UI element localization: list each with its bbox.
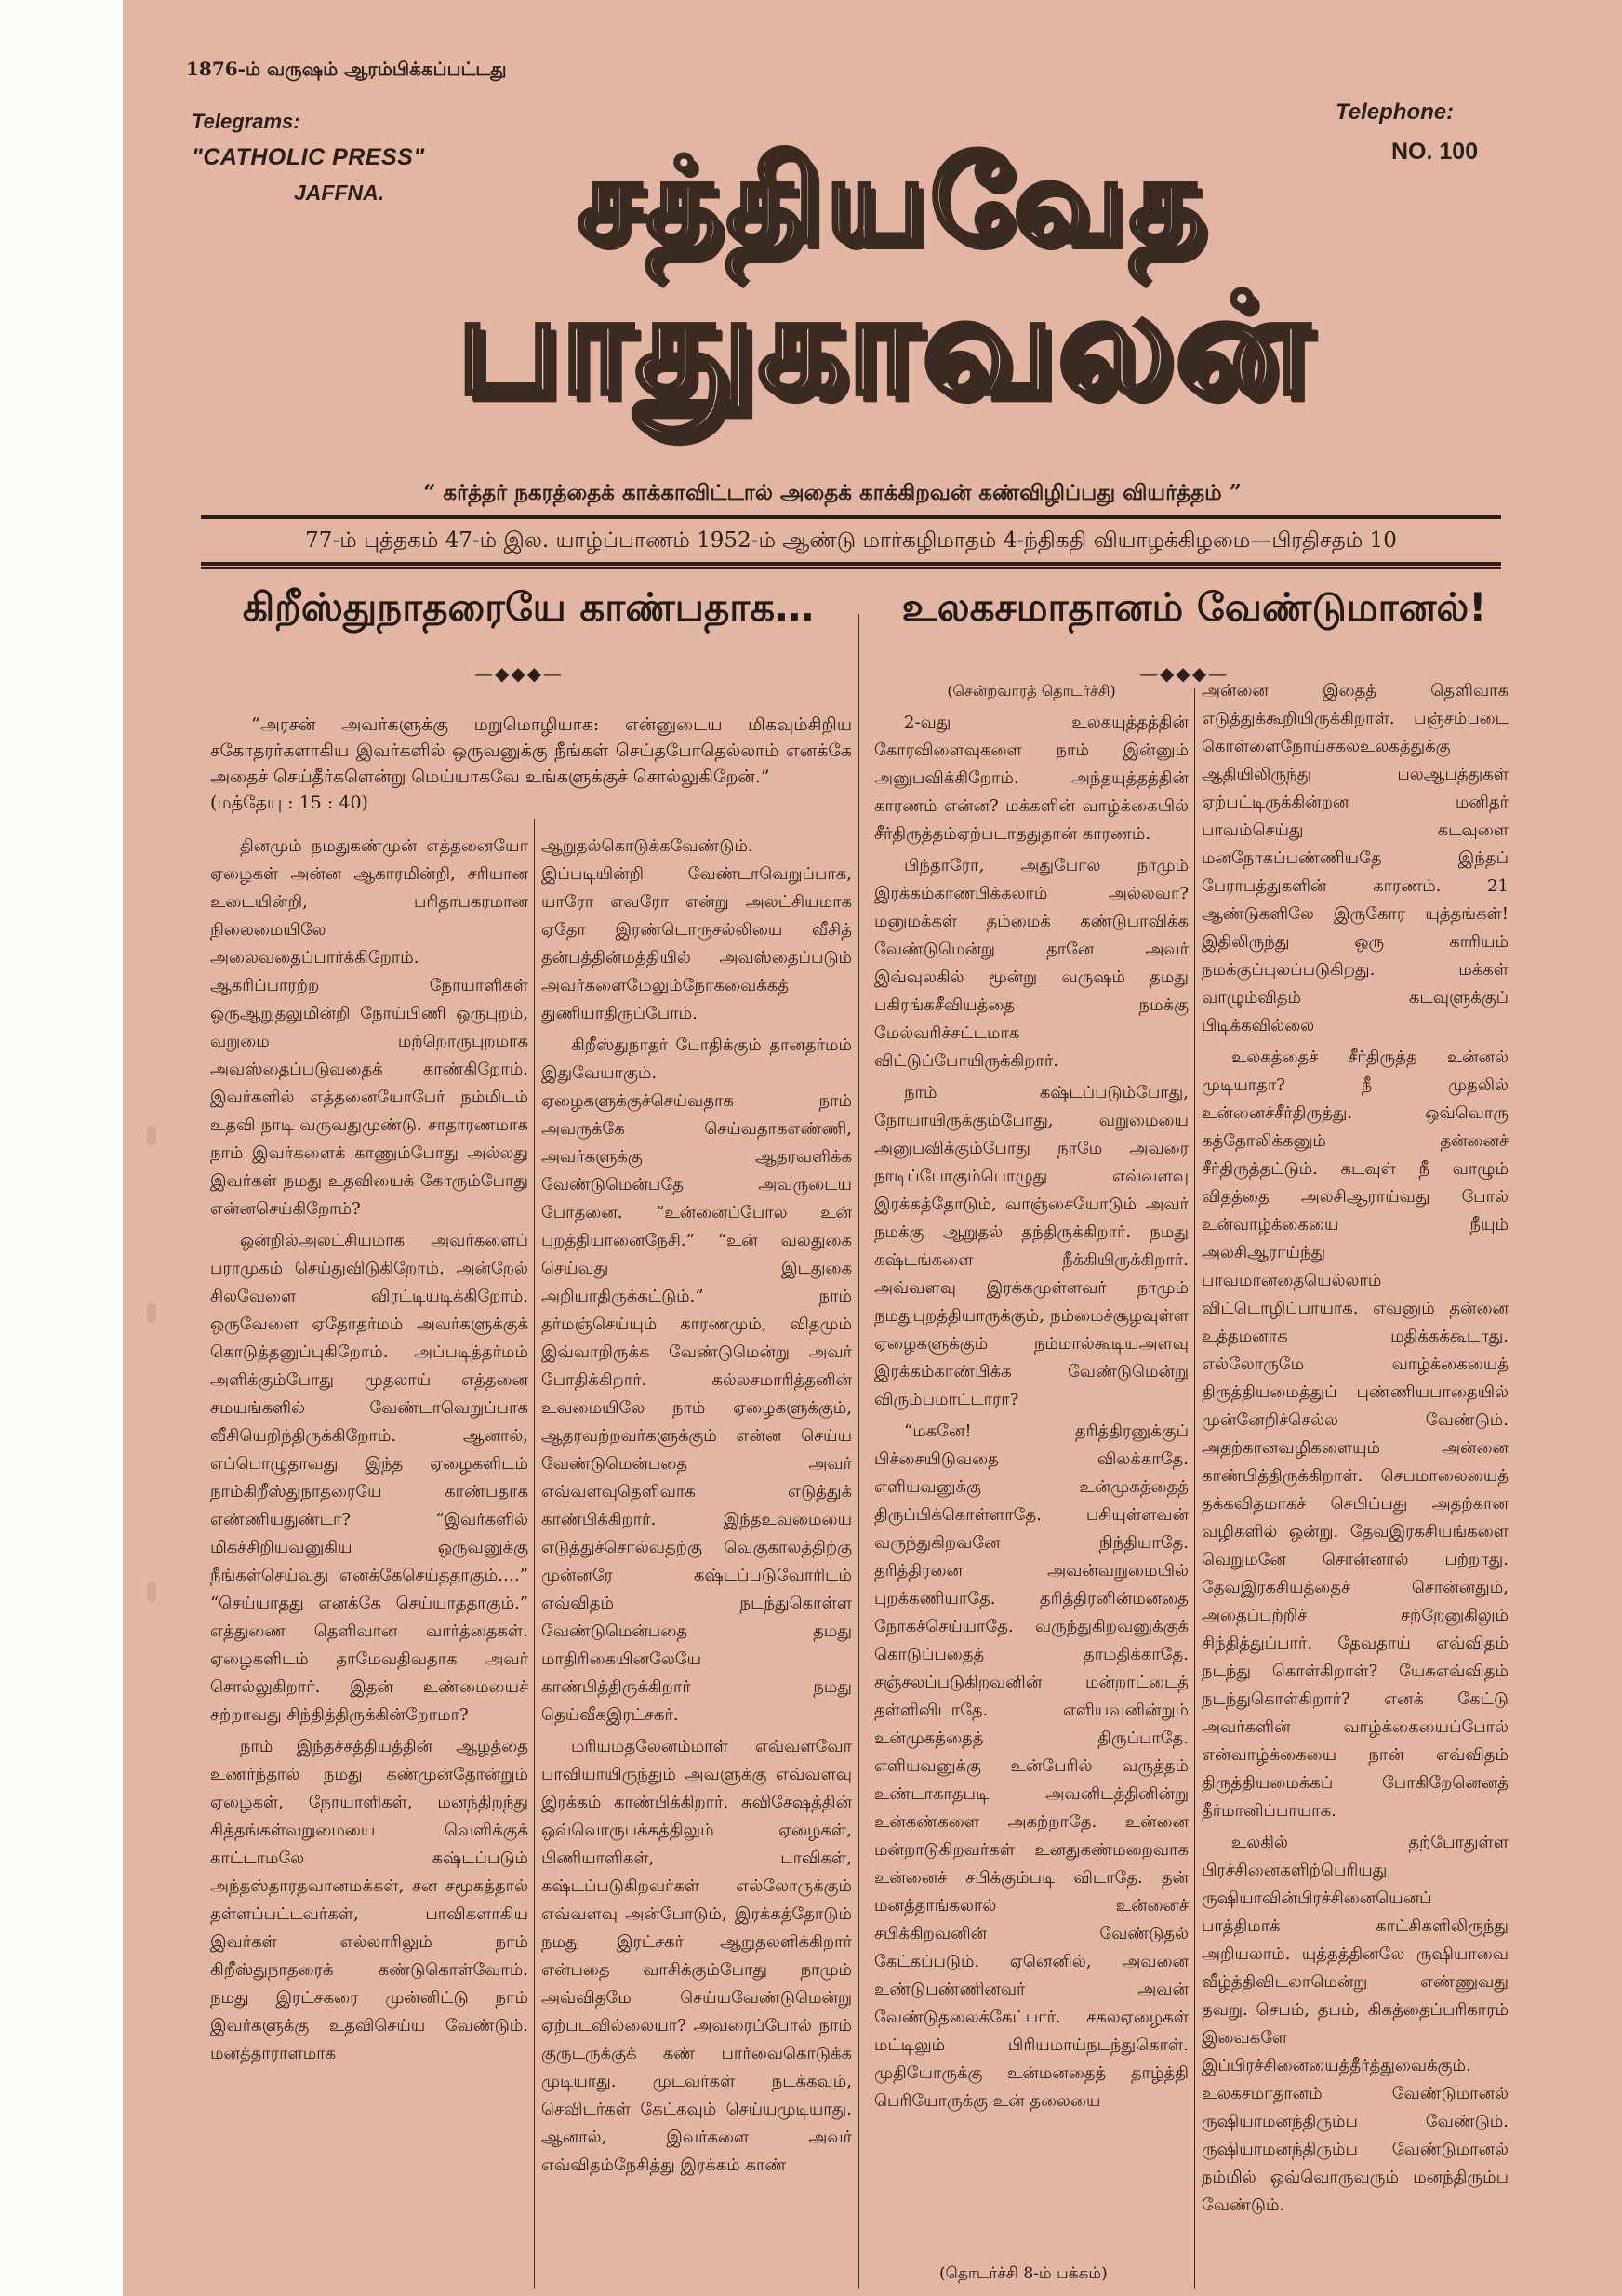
paragraph: ஒன்றில்அலட்சியமாக அவர்களைப் பராமுகம் செய்துவிடுகிறோம். அன்றேல் சிலவேளை விரட்டியடிக்கிறோம். ஒருவேளை ஏதோதர்மம் அவர்களுக்குக் கொடுத்தனுப்புகிறோம். அப்படித்தர்மம் அளிக்கும்போது முதலாய் எத்தனை சமயங்களில் வேண்டாவெறுப்பாக வீசியெறிந்திருக்கிறோம். ஆனால், எப்பொழுதாவது இந்த ஏழைகளிடம் நாம்கிறீஸ்துநாதரையே காண்பதாக எண்ணியதுண்டா? “இவர்களில் மிகச்சிறியவனுகிய ஒருவனுக்கு நீங்கள்செய்வது எனக்கேசெய்ததாகும்….” “செய்யாதது எனக்கே செய்யாததாகும்.” எத்துணை தெளிவான வார்த்தைகள். ஏழைகளிடம் தாமேவதிவதாக அவர் சொல்லுகிறார். இதன் உண்மையைச் சற்றாவது சிந்தித்திருக்கின்றோமா? <box>210 1231 528 1725</box>
continued-on-page: (தொடர்ச்சி 8-ம் பக்கம்) <box>939 2264 1108 2283</box>
masthead-motto: “ கர்த்தர் நகரத்தைக் காக்காவிட்டால் அதைக் காக்கிறவன் கண்விழிப்பது வியர்த்தம் ” <box>423 480 1242 505</box>
column-1 <box>210 833 528 2270</box>
binding-hole <box>147 1302 156 1323</box>
column-2 <box>541 833 852 2270</box>
paragraph: நாம் இந்தச்சத்தியத்தின் ஆழத்தை உணர்ந்தால் நமது கண்முன்தோன்றும் ஏழைகள், நோயாளிகள், மனந்திறந்து சித்தங்கள்வறுமையை வெளிக்குக் காட்டாமலே கஷ்டப்படும் அந்தஸ்தாரதவானமக்கள், சன சமூகத்தால் தள்ளப்பட்டவர்கள், பாவிகளாகிய இவர்கள் எல்லாரிலும் நாம் கிறீஸ்துநாதரைக் கண்டுகொள்வோம். நமது இரட்சகரை முன்னிட்டு நாம் இவர்களுக்கு உதவிசெய்ய வேண்டும். மனத்தாராளமாக <box>210 1737 528 2063</box>
paragraph: 2-வது உலகயுத்தத்தின் கோரவிளைவுகளை நாம் இன்னும் அனுபவிக்கிறோம். அந்தயுத்தத்தின் காரணம் என்ன? மக்களின் வாழ்க்கையில் சீர்திருத்தம்ஏற்படாததுதான் காரணம். <box>874 713 1189 844</box>
paragraph: “மகனே! தரித்திரனுக்குப் பிச்சையிடுவதை விலக்காதே. எளியவனுக்கு உன்முகத்தைத் திருப்பிக்கொள்ளாதே. பசியுள்ளவன் வருந்துகிறவனே நிந்தியாதே. தரித்திரனை அவன்வறுமையில் புறக்கணியாதே. தரித்திரனின்மனதை நோகச்செய்யாதே. வருந்துகிறவனுக்குக் கொடுப்பதைத் தாமதிக்காதே. சஞ்சலப்படுகிறவனின் மன்றாட்டைத் தள்ளிவிடாதே. எளியவனின்றும் உன்முகத்தைத் திருப்பாதே. எளியவனுக்கு உன்பேரில் வருத்தம் உண்டாகாதபடி அவனிடத்தினின்று உன்கண்களை அகற்றாதே. உன்னை மன்றாடுகிறவர்கள் உனதுகண்மறைவாக உன்னைச் சபிக்கும்படி விடாதே. தன் மனத்தாங்கலால் உன்னைச் சபிக்கிறவனின் வேண்டுதல் கேட்கப்படும். ஏனெனில், அவனை உண்டுபண்ணினவர் அவன் வேண்டுதலைக்கேட்பார். சகலஏழைகள் மட்டிலும் பிரியமாய்நடந்துகொள். முதியோருக்கு உன்மனதைத் தாழ்த்தி பெரியோருக்கு உன் தலையை <box>874 1422 1189 2111</box>
right-headline: உலகசமாதானம் வேண்டுமானல்! <box>901 584 1487 630</box>
telegrams-name: "CATHOLIC PRESS" <box>192 144 425 170</box>
paragraph: உலகத்தைச் சீர்திருத்த உன்னல் முடியாதா? நீ முதலில் உன்னைச்சீர்திருத்து. ஒவ்வொரு கத்தோலிக்கனும் தன்னைச் சீர்திருத்தட்டும். கடவுள் நீ வாழும் விதத்தை அலசிஆராய்வது போல் உன்வாழ்க்கையை நீயும் அலசிஆராய்ந்து பாவமானதையெல்லாம் விட்டொழிப்பாயாக. எவனும் தன்னை உத்தமனாக மதிக்கக்கூடாது. எல்லோருமே வாழ்க்கையைத் திருத்தியமைத்துப் புண்ணியபாதையில் முன்னேறிச்செல்ல வேண்டும். அதற்கானவழிகளையும் அன்னை காண்பித்திருக்கிறாள். செபமாலையைத் தக்கவிதமாகச் செபிப்பது அதற்கான வழிகளில் ஒன்று. தேவஇரகசியங்களை வெறுமனே சொன்னால் பற்றாது. தேவஇரகசியத்தைச் சொன்னதும், அதைப்பற்றிச் சற்றேனுகிலும் சிந்தித்துப்பார். தேவதாய் எவ்விதம் நடந்து கொள்கிறாள்? யேசுஎவ்விதம் நடந்துகொள்கிறார்? எனக் கேட்டு அவர்களின் வாழ்க்கையைப்போல் என்வாழ்க்கையை நான் எவ்விதம் திருத்தியமைக்கப் போகிறேனெனத் தீர்மானிப்பாயாக. <box>1202 1048 1509 1821</box>
telephone-block <box>1336 93 1478 171</box>
quote-reference: (மத்தேயு : 15 : 40) <box>210 793 368 813</box>
telegrams-city: JAFFNA. <box>294 180 385 205</box>
telegrams-block <box>192 104 425 210</box>
dateline-rule <box>201 562 1501 566</box>
column-rule <box>1194 688 1195 2289</box>
masthead-rule <box>201 515 1501 519</box>
paragraph: அன்னை இதைத் தெளிவாக எடுத்துக்கூறியிருக்கிறாள். பஞ்சம்படை கொள்ளைநோய்சகலஉலகத்துக்கு ஆதியிலிருந்து பலஆபத்துகள் ஏற்பட்டிருக்கின்றன மனிதர் பாவம்செய்து கடவுளை மனநோகப்பண்ணியதே இந்தப் பேராபத்துகளின் காரணம். 21 ஆண்டுகளிலே இருகோர யுத்தங்கள்! இதிலிருந்து ஒரு காரியம் நமக்குப்புலப்படுகிறது. மக்கள் வாழும்விதம் கடவுளுக்குப் பிடிக்கவில்லை <box>1202 681 1509 1035</box>
scripture-quote <box>210 712 852 816</box>
telephone-number: NO. 100 <box>1391 139 1479 165</box>
column-4 <box>1202 677 1509 2287</box>
continuation-note: (சென்றவாரத் தொடர்ச்சி) <box>947 682 1116 700</box>
binding-hole <box>147 1582 156 1602</box>
left-headline: கிறீஸ்துநாதரையே காண்பதாக… <box>242 584 815 630</box>
paragraph: மரியமதலேனம்மாள் எவ்வளவோ பாவியாயிருந்தும் அவளுக்கு எவ்வளவு இரக்கம் காண்பிக்கிறார். சுவிசேஷத்தின் ஒவ்வொருபக்கத்திலும் ஏழைகள், பிணியாளிகள், பாவிகள், கஷ்டப்படுகிறவர்கள் எல்லோருக்கும் எவ்வளவு அன்போடும், இரக்கத்தோடும் நமது இரட்சகர் ஆறுதலளிக்கிறார் என்பதை வாசிக்கும்போது நாமும் அவ்விதமே செய்யவேண்டுமென்று ஏற்படவில்லையா? அவரைப்போல் நாம் குருடருக்குக் கண் பார்வைகொடுக்க முடியாது. முடவர்கள் நடக்கவும், செவிடர்கள் கேட்கவும் செய்யமுடியாது. ஆனால், இவர்களை அவர் எவ்விதம்நேசித்து இரக்கம் காண் <box>541 1737 852 2175</box>
paragraph: நாம் கஷ்டப்படும்போது, நோயாயிருக்கும்போது, வறுமையை அனுபவிக்கும்போது நாமே அவரை நாடிப்போகும்பொழுது எவ்வளவு இரக்கத்தோடும், வாஞ்சையோடும் அவர் நமக்கு ஆறுதல் தந்திருக்கிறார். நமது கஷ்டங்களை நீக்கியிருக்கிறார். அவ்வளவு இரக்கமுள்ளவர் நாமும் நமதுபுறத்தியாருக்கும், நம்மைச்சூழவுள்ள ஏழைகளுக்கும் நம்மால்கூடியஅளவு இரக்கம்காண்பிக்க வேண்டுமென்று விரும்பமாட்டாரா? <box>874 1083 1189 1409</box>
column-rule <box>534 819 535 2289</box>
paragraph: பிந்தாரோ, அதுபோல நாமும் இரக்கம்காண்பிக்கலாம் அல்லவா? மனுமக்கள் தம்மைக் கண்டுபாவிக்க வேண்டுமென்று தானே அவர் இவ்வுலகில் மூன்று வருஷம் தமது பகிரங்கசீவியத்தை நமக்கு மேல்வரிச்சட்டமாக விட்டுப்போயிருக்கிறார். <box>874 856 1189 1071</box>
dateline-rule-thin <box>201 567 1501 569</box>
headline-ornament: —◆◆◆— <box>1139 662 1230 685</box>
article-divider <box>858 614 859 2289</box>
quote-text: “அரசன் அவர்களுக்கு மறுமொழியாக: என்னுடைய மிகவும்சிறிய சகோதரர்களாகிய இவர்களில் ஒருவனுக்கு நீங்கள் செய்தபோதெல்லாம் எனக்கே அதைச் செய்தீர்களென்று மெய்யாகவே உங்களுக்குச் சொல்லுகிறேன்.” <box>210 714 852 787</box>
telegrams-label: Telegrams: <box>192 110 300 133</box>
dateline: 77-ம் புத்தகம் 47-ம் இல. யாழ்ப்பாணம் 1952-ம் ஆண்டு மார்கழிமாதம் 4-ந்திகதி வியாழக்கிழமை—பிரதிசதம் 10 <box>305 528 1397 553</box>
headline-ornament: —◆◆◆— <box>474 662 565 685</box>
scan-margin <box>0 0 123 2296</box>
masthead-title-line2: பாதுகாவலன் <box>456 262 1311 426</box>
founded-line: 1876-ம் வருஷம் ஆரம்பிக்கப்பட்டது <box>186 58 507 80</box>
paragraph: உலகில் தற்போதுள்ள பிரச்சினைகளிற்பெரியது ருஷியாவின்பிரச்சினையெனப் பாத்திமாக் காட்சிகளிலிருந்து அறியலாம். யுத்தத்தினலே ருஷியாவை வீழ்த்திவிடலாமென்று எண்ணுவது தவறு. செபம், தபம், கிகத்தைப்பரிகாரம் இவைகளே இப்பிரச்சினையைத்தீர்த்துவைக்கும். உலகசமாதானம் வேண்டுமானல் ருஷியாமனந்திரும்ப வேண்டும். ருஷியாமனந்திரும்ப வேண்டுமானல் நம்மில் ஒவ்வொருவரும் மனந்திரும்ப வேண்டும். <box>1202 1833 1509 2215</box>
masthead-title-line1: சத்தியவேத <box>577 131 1209 269</box>
paragraph: தினமும் நமதுகண்முன் எத்தனையோ ஏழைகள் அன்ன ஆகாரமின்றி, சரியான உடையின்றி, பரிதாபகரமான நிலைமையிலே அலைவதைப்பார்க்கிறோம். ஆகரிப்பாரற்ற நோயாளிகள் ஒருஆறுதலுமின்றி நோய்பிணி ஒருபுறம், வறுமை மற்றொருபுறமாக அவஸ்தைப்படுவதைக் காண்கிறோம். இவர்களில் எத்தனையோபேர் நம்மிடம் உதவி நாடி வருவதுமுண்டு. சாதாரணமாக நாம் இவர்களைக் காணும்போது அல்லது இவர்கள் நமது உதவியைக் கோரும்போது என்னசெய்கிறோம்? <box>210 836 528 1219</box>
telephone-label: Telephone: <box>1336 100 1455 125</box>
binding-hole <box>147 1126 156 1146</box>
paragraph: கிறீஸ்துநாதர் போதிக்கும் தானதர்மம் இதுவேயாகும். ஏழைகளுக்குச்செய்வதாக நாம் அவருக்கே செய்வதாகஎண்ணி, அவர்களுக்கு ஆதரவளிக்க வேண்டுமென்பதே அவருடைய போதனை. “உன்னைப்போல உன் புறத்தியானைநேசி.” “உன் வலதுகை செய்வது இடதுகை அறியாதிருக்கட்டும்.” நாம் தர்மஞ்செய்யும் காரணமும், விதமும் இவ்வாறிருக்க வேண்டுமென்று அவர் போதிக்கிறார். கல்லசமாரித்தனின் உவமையிலே நாம் ஏழைகளுக்கும், ஆதரவற்றவர்களுக்கும் என்ன செய்ய வேண்டுமென்பதை அவர் எவ்வளவுதெளிவாக எடுத்துக் காண்பிக்கிறார். இந்தஉவமையை எடுத்துச்சொல்வதற்கு வெகுகாலத்திற்கு முன்னரே கஷ்டப்படுவோரிடம் எவ்விதம் நடந்துகொள்ள வேண்டுமென்பதை தமது மாதிரிகையினலேயே காண்பித்திருக்கிறார் நமது தெய்வீகஇரட்சகர். <box>541 1035 852 1725</box>
paragraph: ஆறுதல்கொடுக்கவேண்டும். இப்படியின்றி வேண்டாவெறுப்பாக, யாரோ எவரோ என்று அலட்சியமாக ஏதோ இரண்டொருசல்லியை வீசித் தன்பத்தின்மத்தியில் அவஸ்தைப்படும் அவர்களைமேலும்நோகவைக்கத் துணியாதிருப்போம். <box>541 836 852 1023</box>
column-3 <box>874 677 1189 2273</box>
